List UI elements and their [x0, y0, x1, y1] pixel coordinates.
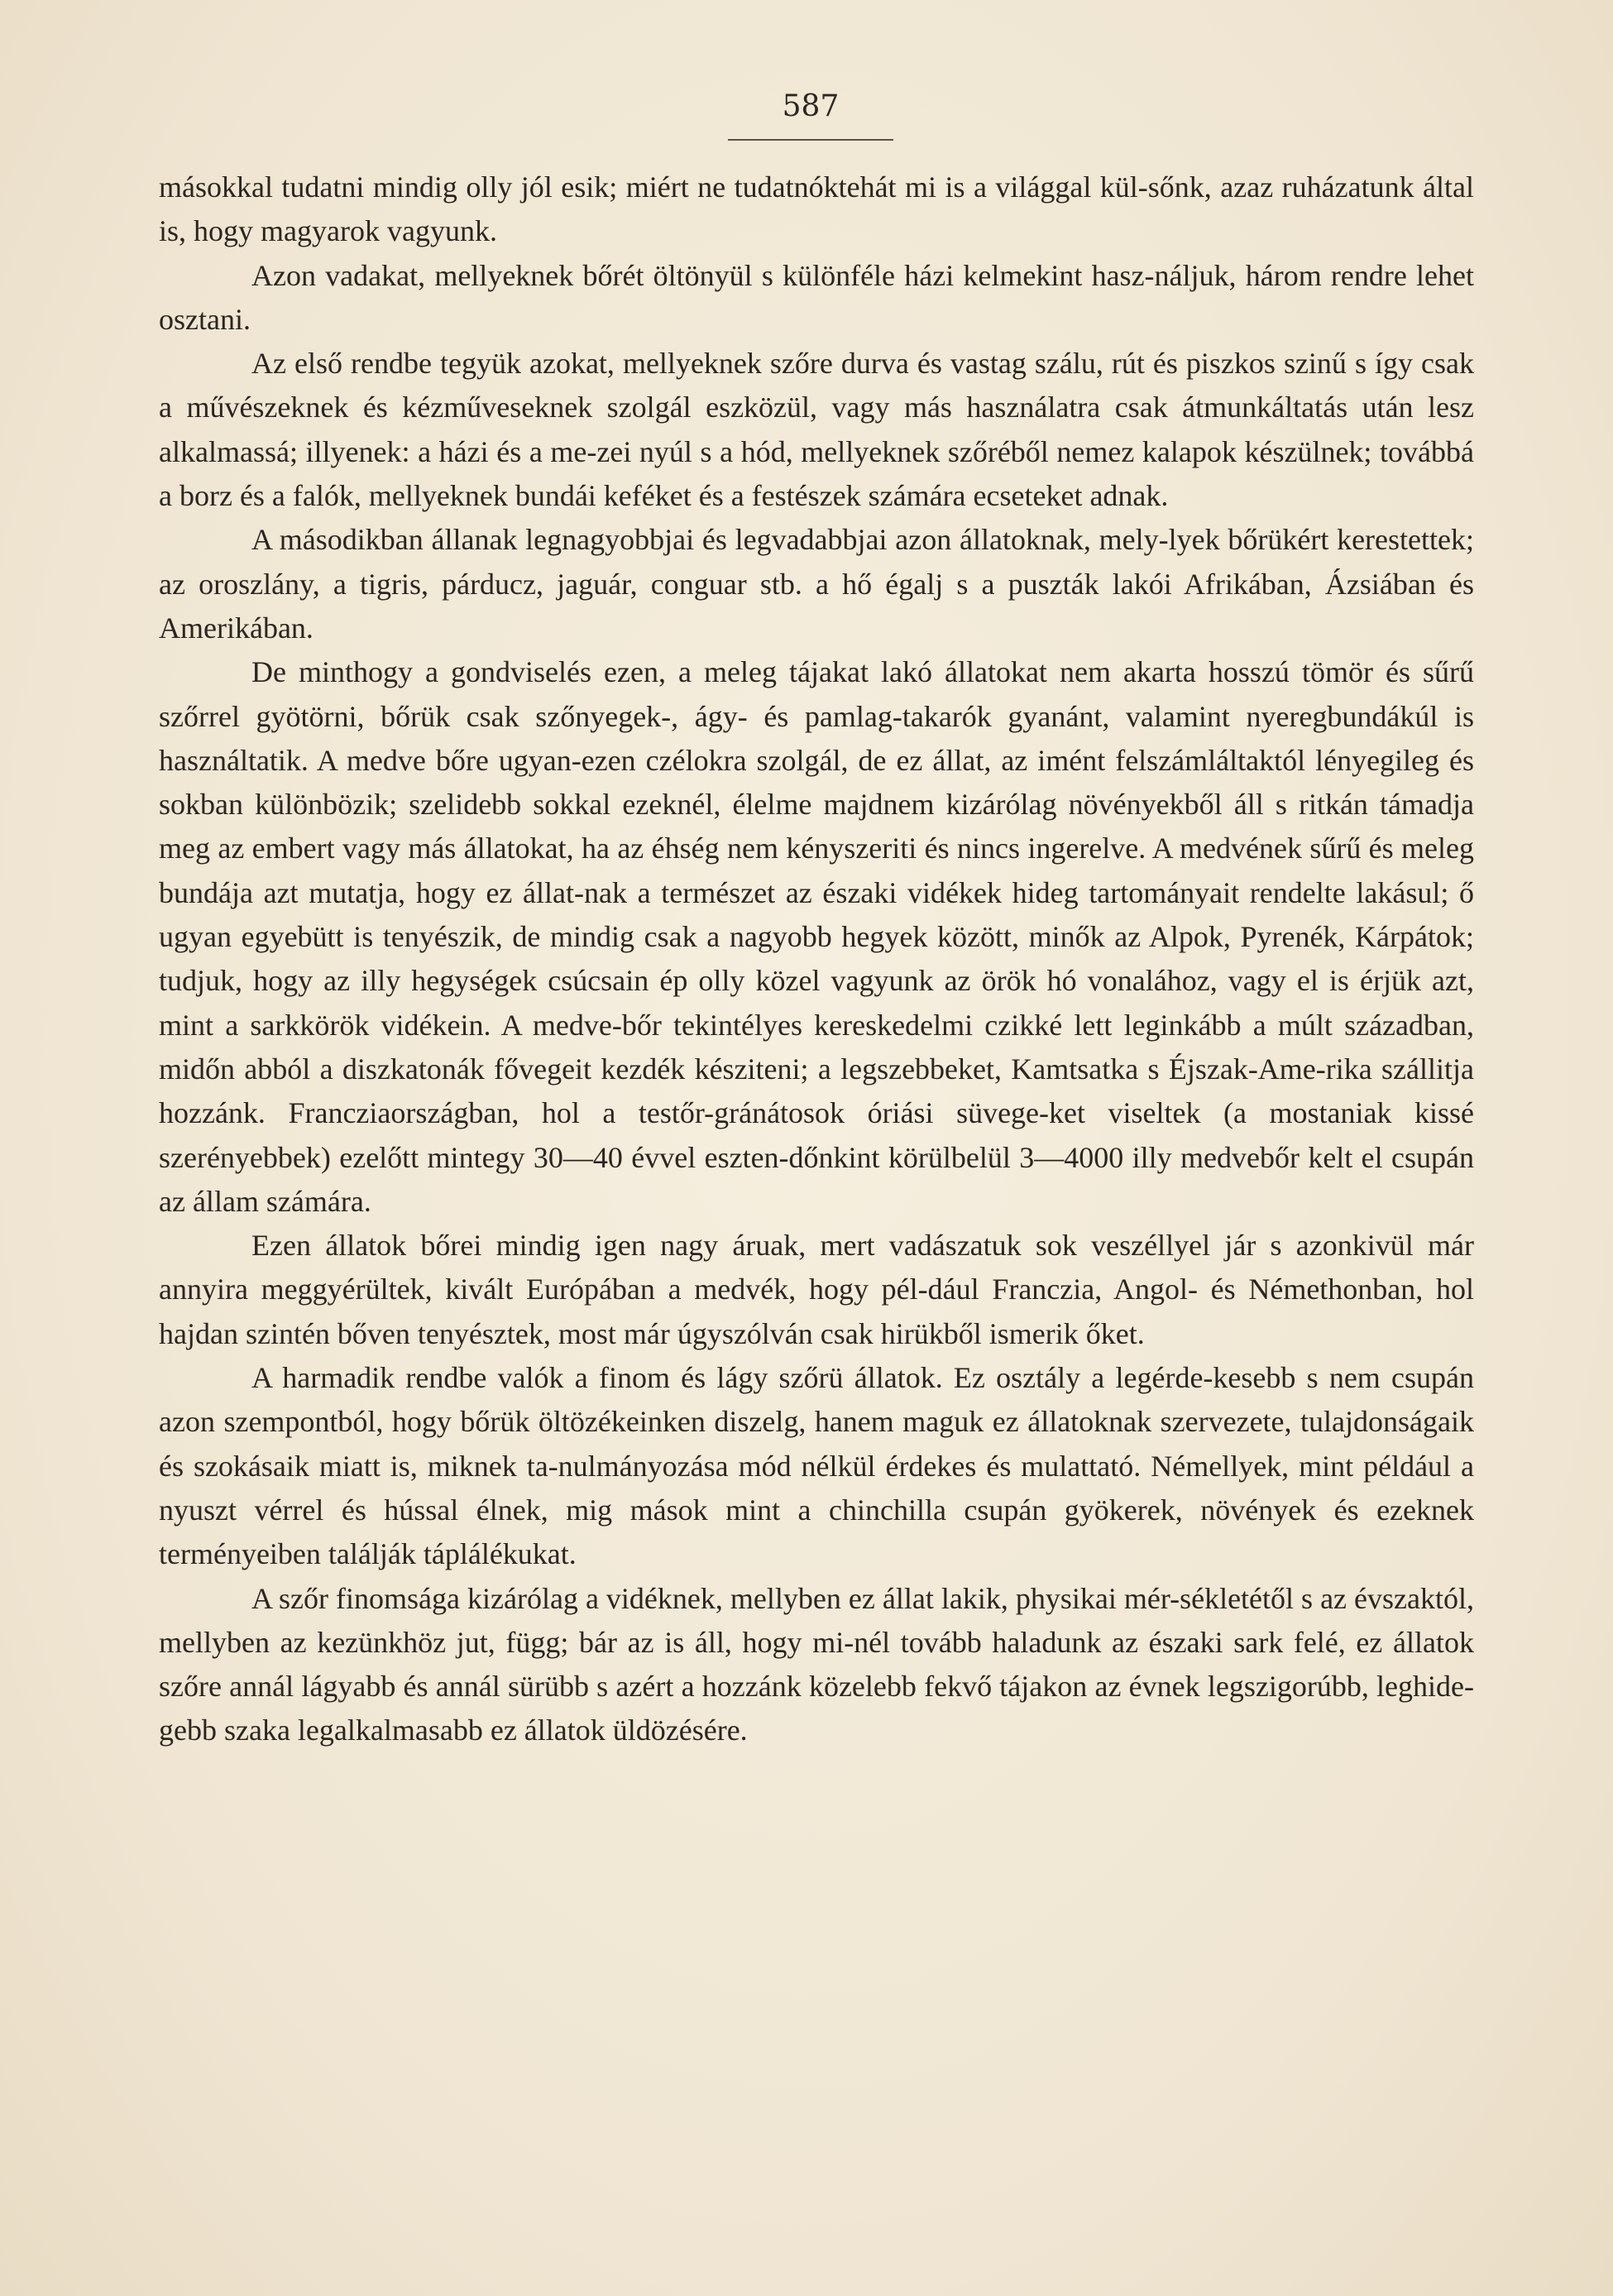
paragraph: Ezen állatok bőrei mindig igen nagy áruak, mert vadászatuk sok veszéllyel jár s azonkivül már annyira meggyérültek, kivált Európában a medvék, hogy pél-dául Franczia, Angol- és Némethonban, hol hajdan szintén bőven tenyésztek, most már úgyszólván csak hirükből ismerik őket.: [159, 1229, 1474, 1350]
paragraph: Azon vadakat, mellyeknek bőrét öltönyül s különféle házi kelmekint hasz-náljuk, három rendre lehet osztani.: [159, 258, 1474, 336]
paragraph: A másodikban állanak legnagyobbjai és legvadabbjai azon állatoknak, mely-lyek bőrükért kerestettek; az oroszlány, a tigris, párducz, jaguár, conguar stb. a hő égalj s a puszták lakói Afrikában, Ázsiában és Amerikában.: [159, 523, 1474, 645]
page-number: 587: [782, 89, 840, 123]
paragraph: A harmadik rendbe valók a finom és lágy szőrü állatok. Ez osztály a legérde-kesebb s nem csupán azon szempontból, hogy bőrük öltözékeinken diszelg, hanem maguk ez állatoknak szervezete, tulajdonságaik és szokásaik miatt is, miknek ta-nulmányozása mód nélkül érdekes és mulattató. Némellyek, mint például a nyuszt vérrel és hússal élnek, mig mások mint a chinchilla csupán gyökerek, növények és ezeknek terményeiben találják táplálékukat.: [159, 1361, 1474, 1571]
body-text: [159, 165, 1474, 1753]
paragraph-continuation: másokkal tudatni mindig olly jól esik; miért ne tudatnóktehát mi is a világgal kül-sőnk, azaz ruházatunk által is, hogy magyarok vagyunk.: [159, 170, 1474, 248]
paragraph: A szőr finomsága kizárólag a vidéknek, mellyben ez állat lakik, physikai mér-sékletétől s az évszaktól, mellyben az kezünkhöz jut, függ; bár az is áll, hogy mi-nél tovább haladunk az északi sark felé, ez állatok szőre annál lágyabb és annál sürübb s azért a hozzánk közelebb fekvő tájakon az évnek legszigorúbb, leghide-gebb szaka legalkalmasabb ez állatok üldözésére.: [159, 1581, 1474, 1747]
page-number-rule: [728, 139, 893, 141]
paragraph: Az első rendbe tegyük azokat, mellyeknek szőre durva és vastag szálu, rút és piszkos szinű s így csak a művészeknek és kézműveseknek szolgál eszközül, vagy más használatra csak átmunkáltatás után lesz alkalmassá; illyenek: a házi és a me-zei nyúl s a hód, mellyeknek szőréből nemez kalapok készülnek; továbbá a borz és a falók, mellyeknek bundái keféket és a festészek számára ecseteket adnak.: [159, 347, 1474, 513]
paragraph: De minthogy a gondviselés ezen, a meleg tájakat lakó állatokat nem akarta hosszú tömör és sűrű szőrrel gyötörni, bőrük csak szőnyegek-, ágy- és pamlag-takarók gyanánt, valamint nyeregbundákúl is használtatik. A medve bőre ugyan-ezen czélokra szolgál, de ez állat, az imént felszámláltaktól lényegileg és sokban különbözik; szelidebb sokkal ezeknél, élelme majdnem kizárólag növényekből áll s ritkán támadja meg az embert vagy más állatokat, ha az éhség nem kényszeriti és nincs ingerelve. A medvének sűrű és meleg bundája azt mutatja, hogy ez állat-nak a természet az északi vidékek hideg tartományait rendelte lakásul; ő ugyan egyebütt is tenyészik, de mindig csak a nagyobb hegyek között, minők az Alpok, Pyrenék, Kárpátok; tudjuk, hogy az illy hegységek csúcsain ép olly közel vagyunk az örök hó vonalához, vagy el is érjük azt, mint a sarkkörök vidékein. A medve-bőr tekintélyes kereskedelmi czikké lett leginkább a múlt században, midőn abból a diszkatonák fővegeit kezdék késziteni; a legszebbeket, Kamtsatka s Éjszak-Ame-rika szállitja hozzánk. Francziaországban, hol a testőr-gránátosok óriási süvege-ket viseltek (a mostaniak kissé szerényebbek) ezelőtt mintegy 30—40 évvel eszten-dőnkint körülbelül 3—4000 illy medvebőr kelt el csupán az állam számára.: [159, 655, 1474, 1218]
